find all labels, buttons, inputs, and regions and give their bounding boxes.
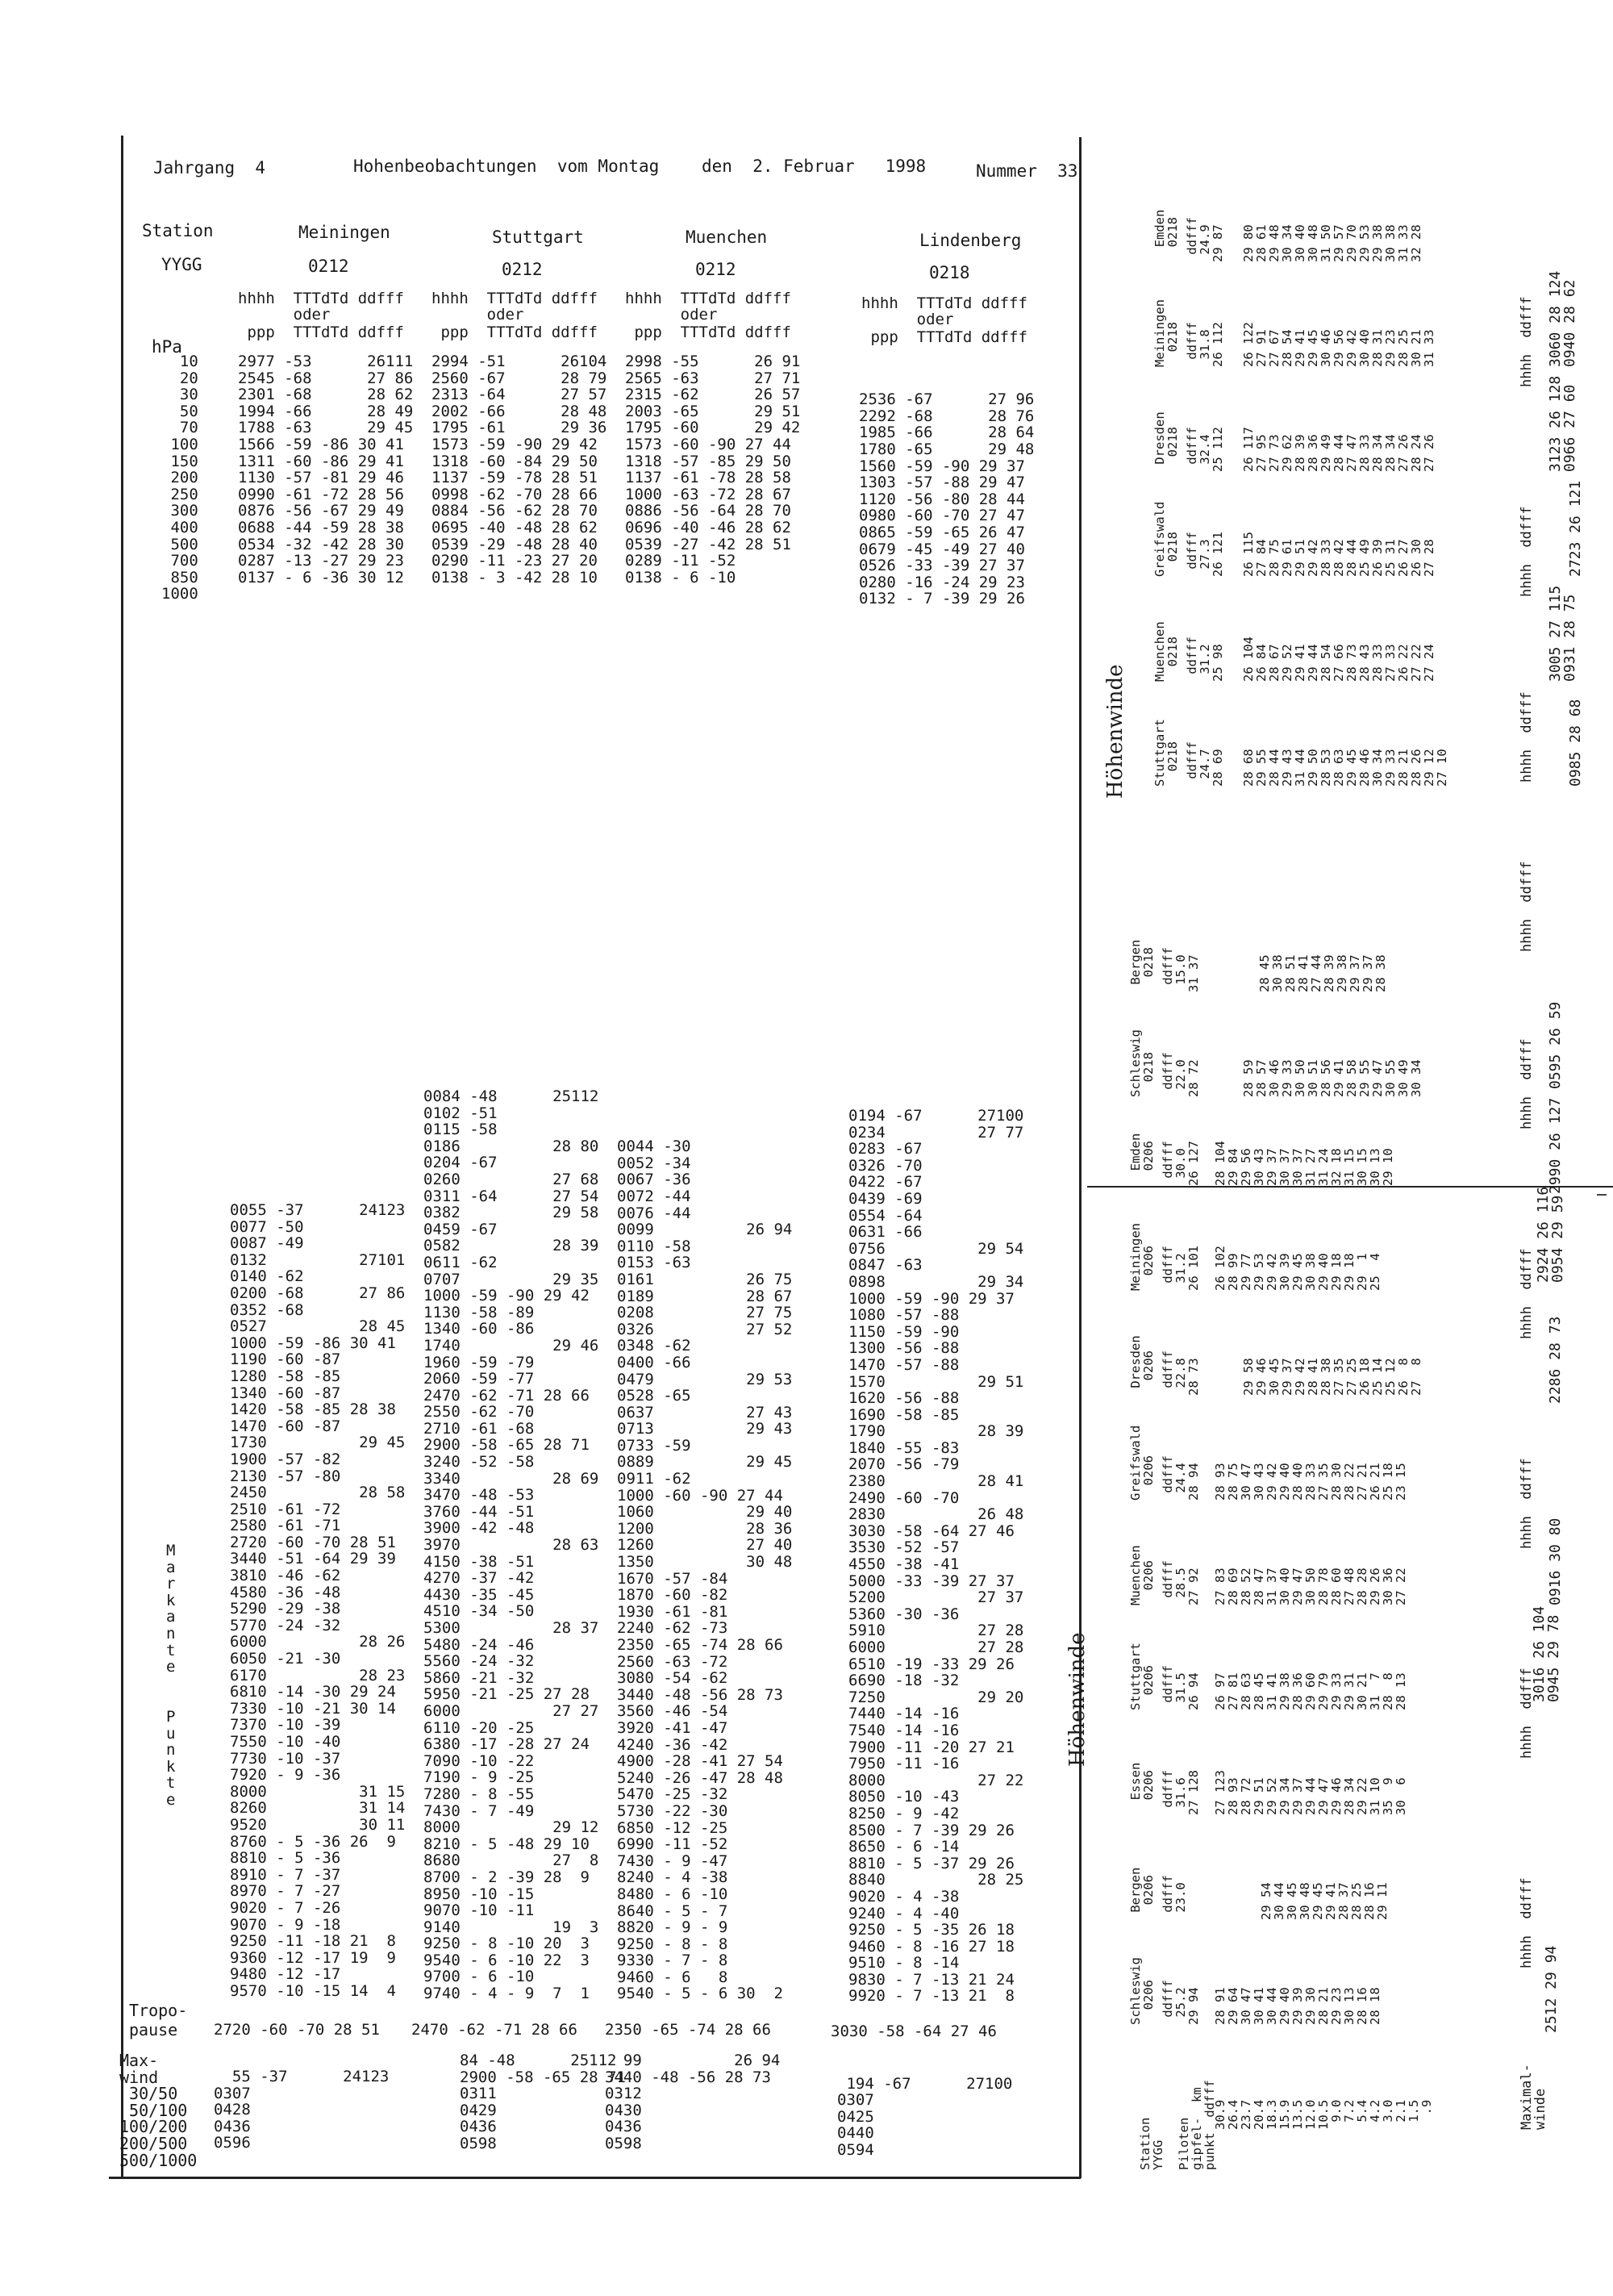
hw2-col-station: Emden 0218 bbox=[1152, 209, 1180, 248]
hw2-col-values: 29 80 28 61 29 48 30 34 30 40 30 48 31 50 29 57 29 70 29 53 29 38 30 38 31 33 32 28 bbox=[1241, 224, 1423, 262]
std-levels-lindenberg: 2536 -67 27 96 2292 -68 28 76 1985 -66 28 64 1780 -65 29 48 1560 -59 -90 29 37 1303 -57 -88 29 47 1120 -56 -80 28 44 0980 -60 -70 27 47 0865 -59 -65 26 47 0679 -45 -49 27 40 0526 -33 -39 27 37 0280 -16 -24 29 23 0132 - 7 -39 29 26 bbox=[859, 390, 1035, 608]
jahrgang: Jahrgang 4 bbox=[153, 158, 266, 177]
maxwind-muenchen: 99 26 94 3440 -48 -56 28 73 0312 0430 0436 0598 bbox=[605, 2052, 781, 2152]
hw2-col-max: 3005 27 115 0931 28 75 bbox=[1547, 585, 1578, 682]
hw1-col-max: 2512 29 94 bbox=[1543, 1945, 1560, 2033]
station-yygg-meiningen: 0212 bbox=[308, 257, 349, 276]
hpa-levels: 10 20 30 50 70 100 150 200 250 300 400 500 700 850 1000 bbox=[161, 353, 198, 603]
hw2-col-station: Stuttgart 0218 bbox=[1152, 719, 1180, 787]
hw1-col-values: 28 45 30 38 28 51 28 41 27 44 28 39 29 38 29 37 29 37 28 38 bbox=[1257, 954, 1388, 992]
hw2-col-max: 2723 26 121 bbox=[1567, 480, 1584, 577]
report-number: Nummer 33 bbox=[976, 161, 1078, 181]
col-head-lindenberg-2: oder bbox=[861, 311, 954, 328]
hw2-col-head: ddfff 31.2 25 98 bbox=[1185, 637, 1225, 682]
hw1-col-head: ddfff 15.0 31 37 bbox=[1161, 947, 1201, 992]
hhhh-ddfff-label: hhhh ddfff bbox=[1519, 861, 1535, 952]
tropopause-lindenberg: 3030 -58 -64 27 46 bbox=[831, 2023, 997, 2040]
hw2-col-values: 28 68 29 55 28 44 29 43 31 44 29 50 28 53 28 63 29 45 28 46 30 34 29 33 28 21 28 26 29 12 27 10 bbox=[1241, 749, 1449, 787]
hw1-col-station: Dresden 0206 bbox=[1128, 1335, 1156, 1388]
sig-points-stuttgart: 0084 -48 25112 0102 -51 0115 -58 0186 28 80 0204 -67 0260 27 68 0311 -64 27 54 0382 29 58 0459 -67 0582 28 39 0611 -62 0707 29 35 1000 -59 -90 29 42 1130 -58 -89 1340 -60 -86 1740 29 46 1960 -59 -79 2060 -59 -77 2470 -62 -71 28 66 2550 -62 -70 2710 -61 -68 2900 -58 -65 28 71 3240 -52 -58 3340 28 69 3470 -48 -53 3760 -44 -51 3900 -42 -48 3970 28 63 4150 -38 -51 4270 -37 -42 4430 -35 -45 4510 -34 -50 5300 28 37 5480 -24 -46 5560 -24 -32 5860 -21 -32 5950 -21 -25 27 28 6000 27 27 6110 -20 -25 6380 -17 -28 27 24 7090 -10 -22 7190 - 9 -25 7280 - 8 -55 7430 - 7 -49 8000 29 12 8210 - 5 -48 29 10 8680 27 8 8700 - 2 -39 28 9 8950 -10 -15 9070 -10 -11 9140 19 3 9250 - 8 -10 20 3 9540 - 6 -10 22 3 9700 - 6 -10 9740 - 4 - 9 7 1 bbox=[423, 1087, 599, 2003]
hw1-col-station: Meiningen 0206 bbox=[1128, 1223, 1156, 1291]
station-name-lindenberg: Lindenberg bbox=[919, 231, 1022, 250]
station-name-muenchen: Muenchen bbox=[686, 228, 768, 247]
report-title: Hohenbeobachtungen vom Montag bbox=[353, 157, 660, 176]
maximal-winde-label: Maximal- winde bbox=[1519, 2064, 1548, 2130]
col-head-meiningen-1: hhhh TTTdTd ddfff bbox=[238, 290, 404, 307]
std-levels-muenchen: 2998 -55 26 91 2565 -63 27 71 2315 -62 26 57 2003 -65 29 51 1795 -60 29 42 1573 -60 -90 27 44 1318 -57 -85 29 50 1137 -61 -78 28 58 1000 -63 -72 28 67 0886 -56 -64 28 70 0696 -40 -46 28 62 0539 -27 -42 28 51 0289 -11 -52 0138 - 6 -10 bbox=[625, 353, 801, 587]
hw2-col-max: 3123 26 128 0966 27 60 bbox=[1547, 375, 1578, 472]
station-name-meiningen: Meiningen bbox=[298, 223, 390, 242]
col-head-stuttgart-1: hhhh TTTdTd ddfff bbox=[431, 290, 598, 307]
hw1-col-max: 2924 26 116 0954 29 59 bbox=[1535, 1186, 1566, 1283]
sig-points-muenchen: 0044 -30 0052 -34 0067 -36 0072 -44 0076 -44 0099 26 94 0110 -58 0153 -63 0161 26 75 0189 28 67 0208 27 75 0326 27 52 0348 -62 0400 -66 0479 29 53 0528 -65 0637 27 43 0713 29 43 0733 -59 0889 29 45 0911 -62 1000 -60 -90 27 44 1060 29 40 1200 28 36 1260 27 40 1350 30 48 1670 -57 -84 1870 -60 -82 1930 -61 -81 2240 -62 -73 2350 -65 -74 28 66 2560 -63 -72 3080 -54 -62 3440 -48 -56 28 73 3560 -46 -54 3920 -41 -47 4240 -36 -42 4900 -28 -41 27 54 5240 -26 -47 28 48 5470 -25 -32 5730 -22 -30 6850 -12 -25 6990 -11 -52 7430 - 9 -47 8240 - 4 -38 8480 - 6 -10 8640 - 5 - 7 8820 - 9 - 9 9250 - 8 - 8 9330 - 7 - 8 9460 - 6 8 9540 - 5 - 6 30 2 bbox=[617, 1138, 793, 2003]
hw1-heights: 30.9 26.4 23.7 20.4 18.3 15.9 13.5 12.0 10.5 9.0 7.2 5.4 4.2 3.0 2.1 1.5 .9 bbox=[1213, 2099, 1434, 2130]
maxwind-meiningen: 55 -37 24123 0307 0428 0436 0596 bbox=[214, 2068, 390, 2152]
hw1-col-max: 0595 26 59 bbox=[1547, 1001, 1564, 1089]
station-name-stuttgart: Stuttgart bbox=[492, 228, 584, 247]
std-levels-meiningen: 2977 -53 26111 2545 -68 27 86 2301 -68 28 62 1994 -66 28 49 1788 -63 29 45 1566 -59 -86 30 41 1311 -60 -86 29 41 1130 -57 -81 29 46 0990 -61 -72 28 56 0876 -56 -67 29 49 0688 -44 -59 28 38 0534 -32 -42 28 30 0287 -13 -27 29 23 0137 - 6 -36 30 12 bbox=[238, 353, 414, 587]
hw2-col-head: ddfff 27.3 26 121 bbox=[1185, 532, 1225, 577]
hw1-col-head: ddfff 24.4 28 94 bbox=[1161, 1455, 1201, 1501]
hw2-col-station: Muenchen 0218 bbox=[1152, 621, 1180, 682]
tropopause-stuttgart: 2470 -62 -71 28 66 bbox=[411, 2021, 577, 2039]
hw2-col-station: Greifswald 0218 bbox=[1152, 501, 1180, 577]
hw1-col-max: 3016 26 104 0945 29 78 bbox=[1531, 1605, 1562, 1702]
hw1-col-head: ddfff 30.0 26 127 bbox=[1161, 1141, 1201, 1186]
col-head-lindenberg-1: hhhh TTTdTd ddfff bbox=[861, 294, 1027, 312]
hoehenwinde-title-lower: Höhenwinde bbox=[1065, 1632, 1090, 1767]
hw1-col-values: 27 123 28 93 28 72 29 51 29 52 29 34 29 37 29 44 29 47 29 46 28 34 29 22 31 10 35 9 30 6 bbox=[1213, 1770, 1408, 1815]
hw1-col-head: ddfff 28.5 27 92 bbox=[1161, 1560, 1201, 1605]
hw1-col-head: ddfff 23.0 bbox=[1161, 1875, 1188, 1913]
hw2-col-station: Meiningen 0218 bbox=[1152, 299, 1180, 367]
hw2-col-values: 26 117 27 95 27 73 29 62 28 39 28 36 29 49 28 44 27 47 28 33 28 34 28 34 27 26 28 24 27 26 bbox=[1241, 427, 1436, 472]
col-head-lindenberg-3: ppp TTTdTd ddfff bbox=[861, 328, 1027, 346]
hpa-label: hPa bbox=[152, 337, 182, 357]
hhhh-ddfff-label: hhhh ddfff bbox=[1519, 1877, 1535, 1968]
maxwind-label: Max- wind 30/50 50/100 100/200 200/500 500/1000 bbox=[119, 2051, 198, 2170]
station-label: Station bbox=[142, 221, 214, 240]
hw1-col-values: 27 83 28 69 28 52 28 47 31 37 30 40 29 47 30 50 28 78 28 60 27 48 28 28 29 26 30 36 27 22 bbox=[1213, 1568, 1408, 1605]
hw1-col-station: Essen 0206 bbox=[1128, 1762, 1156, 1801]
hw1-col-head: ddfff 25.2 29 94 bbox=[1161, 1980, 1201, 2025]
scan-mark bbox=[1597, 1194, 1607, 1196]
hw1-col-values: 28 93 28 75 30 47 30 43 29 42 29 40 28 40 28 33 27 35 28 30 28 22 27 21 26 21 25 18 23 15 bbox=[1213, 1463, 1408, 1501]
std-levels-stuttgart: 2994 -51 26104 2560 -67 28 79 2313 -64 27 57 2002 -66 28 48 1795 -61 29 36 1573 -59 -90 29 42 1318 -60 -84 29 50 1137 -59 -78 28 51 0998 -62 -70 28 66 0884 -56 -62 28 70 0695 -40 -48 28 62 0539 -29 -48 28 40 0290 -11 -23 27 20 0138 - 3 -42 28 10 bbox=[431, 353, 607, 587]
col-head-muenchen-1: hhhh TTTdTd ddfff bbox=[625, 290, 791, 307]
hw1-col-station: Schleswig 0206 bbox=[1128, 1957, 1156, 2025]
hw1-col-station: Muenchen 0206 bbox=[1128, 1545, 1156, 1605]
hw1-col-values: 28 91 29 64 30 47 30 41 30 44 29 40 29 39 29 30 28 21 29 23 30 13 28 16 28 18 bbox=[1213, 1987, 1382, 2025]
hw1-col-station: Bergen 0206 bbox=[1128, 1867, 1156, 1913]
hw1-col-head: ddfff 31.5 26 94 bbox=[1161, 1665, 1201, 1710]
tropopause-meiningen: 2720 -60 -70 28 51 bbox=[214, 2021, 380, 2039]
hw2-col-station: Dresden 0218 bbox=[1152, 411, 1180, 465]
hw1-col-head: ddfff 22.8 28 73 bbox=[1161, 1350, 1201, 1396]
hw2-col-max: 3060 28 124 0940 28 62 bbox=[1547, 270, 1578, 367]
right-border-left-panel bbox=[1079, 137, 1082, 2178]
hhhh-ddfff-label: hhhh ddfff bbox=[1519, 1248, 1535, 1339]
hw1-col-station: Bergen 0218 bbox=[1128, 939, 1156, 985]
hoehenwinde-title-upper: Höhenwinde bbox=[1103, 664, 1127, 799]
maxwind-stuttgart: 84 -48 25112 2900 -58 -65 28 71 0311 0429 0436 0598 bbox=[460, 2052, 626, 2152]
maxwind-lindenberg: 194 -67 27100 0307 0425 0440 0594 bbox=[837, 2074, 1013, 2159]
hw1-col-values: 28 59 28 57 30 46 29 33 30 50 30 51 28 56 29 41 28 58 29 55 29 47 30 55 30 49 30 34 bbox=[1241, 1059, 1423, 1097]
report-date: den 2. Februar 1998 bbox=[702, 157, 927, 176]
col-head-meiningen-3: ppp TTTdTd ddfff bbox=[238, 324, 404, 341]
hw2-col-head: ddfff 24.9 29 87 bbox=[1185, 217, 1225, 262]
hw2-col-max: 0985 28 68 bbox=[1567, 699, 1584, 787]
hw1-col-station: Schleswig 0218 bbox=[1128, 1029, 1156, 1097]
col-head-muenchen-3: ppp TTTdTd ddfff bbox=[625, 324, 791, 341]
hw1-col-values: 28 104 29 84 29 56 30 43 29 37 30 37 30 37 31 27 31 24 32 18 31 15 30 15 30 13 29 10 bbox=[1213, 1141, 1395, 1186]
station-yygg-lindenberg: 0218 bbox=[929, 263, 970, 282]
station-yygg-muenchen: 0212 bbox=[695, 260, 736, 279]
hw1-col-head: ddfff 31.6 27 128 bbox=[1161, 1770, 1201, 1815]
hw1-col-station: Emden 0206 bbox=[1128, 1133, 1156, 1171]
hw2-col-head: ddfff 32.4 25 112 bbox=[1185, 427, 1225, 472]
tropopause-label: Tropo- pause bbox=[129, 2001, 188, 2039]
hw1-pilot-label: Station YYGG Piloten gipfel- km punkt ddfff bbox=[1138, 2080, 1217, 2170]
hw1-col-max: 2286 28 73 bbox=[1547, 1316, 1564, 1404]
col-head-stuttgart-3: ppp TTTdTd ddfff bbox=[431, 324, 598, 341]
col-head-muenchen-2: oder bbox=[625, 306, 718, 324]
col-head-meiningen-2: oder bbox=[238, 306, 331, 324]
hw1-col-values: 26 97 27 81 28 63 28 45 31 41 29 38 28 36 29 60 29 79 29 33 29 31 30 21 31 7 28 8 28 13 bbox=[1213, 1672, 1408, 1710]
hw1-col-values: 29 54 30 44 30 45 30 48 29 45 29 41 28 37 28 25 28 16 29 11 bbox=[1259, 1882, 1390, 1920]
hw1-col-values: 26 102 28 99 29 77 29 53 29 42 30 39 29 45 30 38 29 40 29 18 29 18 29 1 25 4 bbox=[1213, 1246, 1382, 1291]
hw2-col-values: 26 115 27 84 28 75 29 61 29 51 29 42 28 33 28 42 28 44 25 49 26 39 25 31 26 27 26 30 27 28 bbox=[1241, 532, 1436, 577]
station-yygg-stuttgart: 0212 bbox=[502, 260, 543, 279]
sig-points-meiningen: 0055 -37 24123 0077 -50 0087 -49 0132 27101 0140 -62 0200 -68 27 86 0352 -68 0527 28 45 1000 -59 -86 30 41 1190 -60 -87 1280 -58 -85 1340 -60 -87 1420 -58 -85 28 38 1470 -60 -87 1730 29 45 1900 -57 -82 2130 -57 -80 2450 28 58 2510 -61 -72 2580 -61 -71 2720 -60 -70 28 51 3440 -51 -64 29 39 3810 -46 -62 4580 -36 -48 5290 -29 -38 5770 -24 -32 6000 28 26 6050 -21 -30 6170 28 23 6810 -14 -30 29 24 7330 -10 -21 30 14 7370 -10 -39 7550 -10 -40 7730 -10 -37 7920 - 9 -36 8000 31 15 8260 31 14 9520 30 11 8760 - 5 -36 26 9 8810 - 5 -36 8910 - 7 -37 8970 - 7 -27 9020 - 7 -26 9070 - 9 -18 9250 -11 -18 21 8 9360 -12 -17 19 9 9480 -12 -17 9570 -10 -15 14 4 bbox=[230, 1201, 406, 2000]
hw1-col-head: ddfff 22.0 28 72 bbox=[1161, 1052, 1201, 1097]
hw2-col-head: ddfff 24.7 28 69 bbox=[1185, 741, 1225, 787]
hhhh-ddfff-label: hhhh ddfff bbox=[1519, 691, 1535, 783]
hhhh-ddfff-label: hhhh ddfff bbox=[1519, 296, 1535, 387]
hw2-col-values: 26 104 26 84 28 67 29 52 29 41 29 44 28 54 27 66 28 73 28 43 28 33 27 33 26 22 27 22 27 24 bbox=[1241, 637, 1436, 682]
hw1-col-values: 29 58 29 46 30 45 29 37 29 42 28 41 28 38 27 35 27 25 26 18 25 14 25 12 26 8 27 8 bbox=[1241, 1358, 1423, 1396]
hhhh-ddfff-label: hhhh ddfff bbox=[1519, 1038, 1535, 1129]
hw1-col-max: 2990 26 127 bbox=[1547, 1097, 1564, 1194]
bottom-border bbox=[109, 2177, 1081, 2179]
left-border bbox=[121, 136, 123, 2177]
hw1-col-station: Stuttgart 0206 bbox=[1128, 1643, 1156, 1710]
hw1-col-max: 0916 30 80 bbox=[1547, 1517, 1564, 1605]
hw1-col-head: ddfff 31.2 26 101 bbox=[1161, 1246, 1201, 1291]
hw2-col-values: 26 122 27 91 27 67 28 54 29 41 29 45 30 46 29 56 29 42 30 40 28 31 29 23 28 25 30 21 31 33 bbox=[1241, 322, 1436, 367]
tropopause-muenchen: 2350 -65 -74 28 66 bbox=[605, 2021, 771, 2039]
hw1-col-station: Greifswald 0206 bbox=[1128, 1425, 1156, 1501]
col-head-stuttgart-2: oder bbox=[431, 306, 524, 324]
hhhh-ddfff-label: hhhh ddfff bbox=[1519, 506, 1535, 597]
hhhh-ddfff-label: hhhh ddfff bbox=[1519, 1668, 1535, 1759]
yygg-label: YYGG bbox=[161, 255, 202, 274]
markante-punkte-label: M a r k a n t e P u n k t e bbox=[166, 1542, 176, 1809]
hhhh-ddfff-label: hhhh ddfff bbox=[1519, 1458, 1535, 1549]
sig-points-lindenberg: 0194 -67 27100 0234 27 77 0283 -67 0326 -70 0422 -67 0439 -69 0554 -64 0631 -66 0756 29 54 0847 -63 0898 29 34 1000 -59 -90 29 37 1080 -57 -88 1150 -59 -90 1300 -56 -88 1470 -57 -88 1570 29 51 1620 -56 -88 1690 -58 -85 1790 28 39 1840 -55 -83 2070 -56 -79 2380 28 41 2490 -60 -70 2830 26 48 3030 -58 -64 27 46 3530 -52 -57 4550 -38 -41 5000 -33 -39 27 37 5200 27 37 5360 -30 -36 5910 27 28 6000 27 28 6510 -19 -33 29 26 6690 -18 -32 7250 29 20 7440 -14 -16 7540 -14 -16 7900 -11 -20 27 21 7950 -11 -16 8000 27 22 8050 -10 -43 8250 - 9 -42 8500 - 7 -39 29 26 8650 - 6 -14 8810 - 5 -37 29 26 8840 28 25 9020 - 4 -38 9240 - 4 -40 9250 - 5 -35 26 18 9460 - 8 -16 27 18 9510 - 8 -14 9830 - 7 -13 21 24 9920 - 7 -13 21 8 bbox=[848, 1107, 1024, 2006]
hw2-col-head: ddfff 31.8 26 112 bbox=[1185, 322, 1225, 367]
